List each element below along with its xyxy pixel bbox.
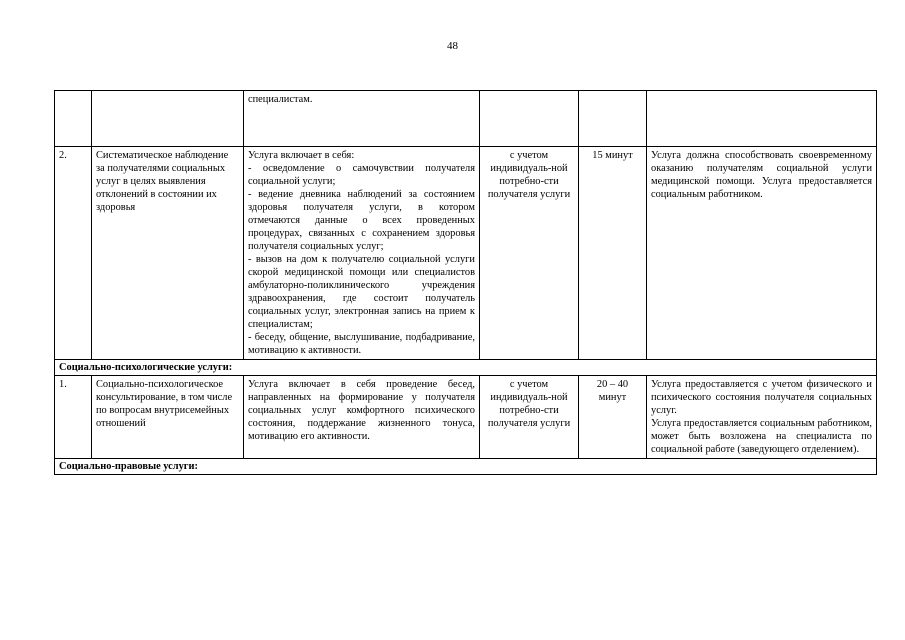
cell-num: 2. <box>55 147 92 360</box>
cell-conditions <box>647 376 877 459</box>
services-table <box>54 90 877 475</box>
conditions-paragraph: Услуга предоставляется с учетом физического и психического состояния получателя социальных услуг. <box>651 379 872 416</box>
table-row-observation <box>55 147 877 360</box>
cell-name: Социально-психологическое консультирование, в том числе по вопросам внутрисемейных отношений <box>92 376 244 459</box>
cell-name: Систематическое наблюдение за получателями социальных услуг в целях выявления отклонений в состоянии их здоровья <box>92 147 244 360</box>
cell-num: 1. <box>55 376 92 459</box>
cell-duration: 20 – 40 минут <box>579 376 647 459</box>
cell-volume: с учетом индивидуаль-ной потребно-сти получателя услуги <box>480 376 579 459</box>
cell-volume <box>480 91 579 147</box>
cell-duration <box>579 91 647 147</box>
cell-num <box>55 91 92 147</box>
description-item: - ведение дневника наблюдений за состоянием здоровья получателя услуги, в котором отмечаются данные о всех проведенных процедурах, связанных с сохранением здоровья получателя социальных услуг; <box>248 189 475 252</box>
section-header-psychological <box>55 360 877 376</box>
cell-conditions: Услуга должна способствовать своевременному оказанию получателям социальной услуги медицинской помощи. Услуга предоставляется социальным работником. <box>647 147 877 360</box>
cell-duration: 15 минут <box>579 147 647 360</box>
section-title: Социально-правовые услуги: <box>55 459 877 475</box>
description-intro: Услуга включает в себя: <box>248 150 355 161</box>
cell-description: Услуга включает в себя проведение бесед, направленных на формирование у получателя социальных услуг комфортного психического состояния, поддержание жизненного тонуса, мотивацию его активности. <box>244 376 480 459</box>
cell-description <box>244 147 480 360</box>
cell-name <box>92 91 244 147</box>
page-number: 48 <box>447 40 458 52</box>
section-header-legal <box>55 459 877 475</box>
description-item: - беседу, общение, выслушивание, подбадривание, мотивацию к активности. <box>248 332 475 356</box>
section-title: Социально-психологические услуги: <box>55 360 877 376</box>
conditions-paragraph: Услуга предоставляется социальным работником, может быть возложена на специалиста по социальной работе (заведующего отделением). <box>651 418 872 455</box>
cell-volume: с учетом индивидуаль-ной потребно-сти получателя услуги <box>480 147 579 360</box>
table-row-psych-consult <box>55 376 877 459</box>
table-row-continuation <box>55 91 877 147</box>
description-item: - вызов на дом к получателю социальной услуги скорой медицинской помощи или специалистов амбулаторно-поликлинического учреждения здравоохранения, где состоит получатель социальных услуг, электронная запись на прием к специалистам; <box>248 254 475 330</box>
description-item: - осведомление о самочувствии получателя социальной услуги; <box>248 163 475 187</box>
cell-conditions <box>647 91 877 147</box>
cell-description: специалистам. <box>244 91 480 147</box>
